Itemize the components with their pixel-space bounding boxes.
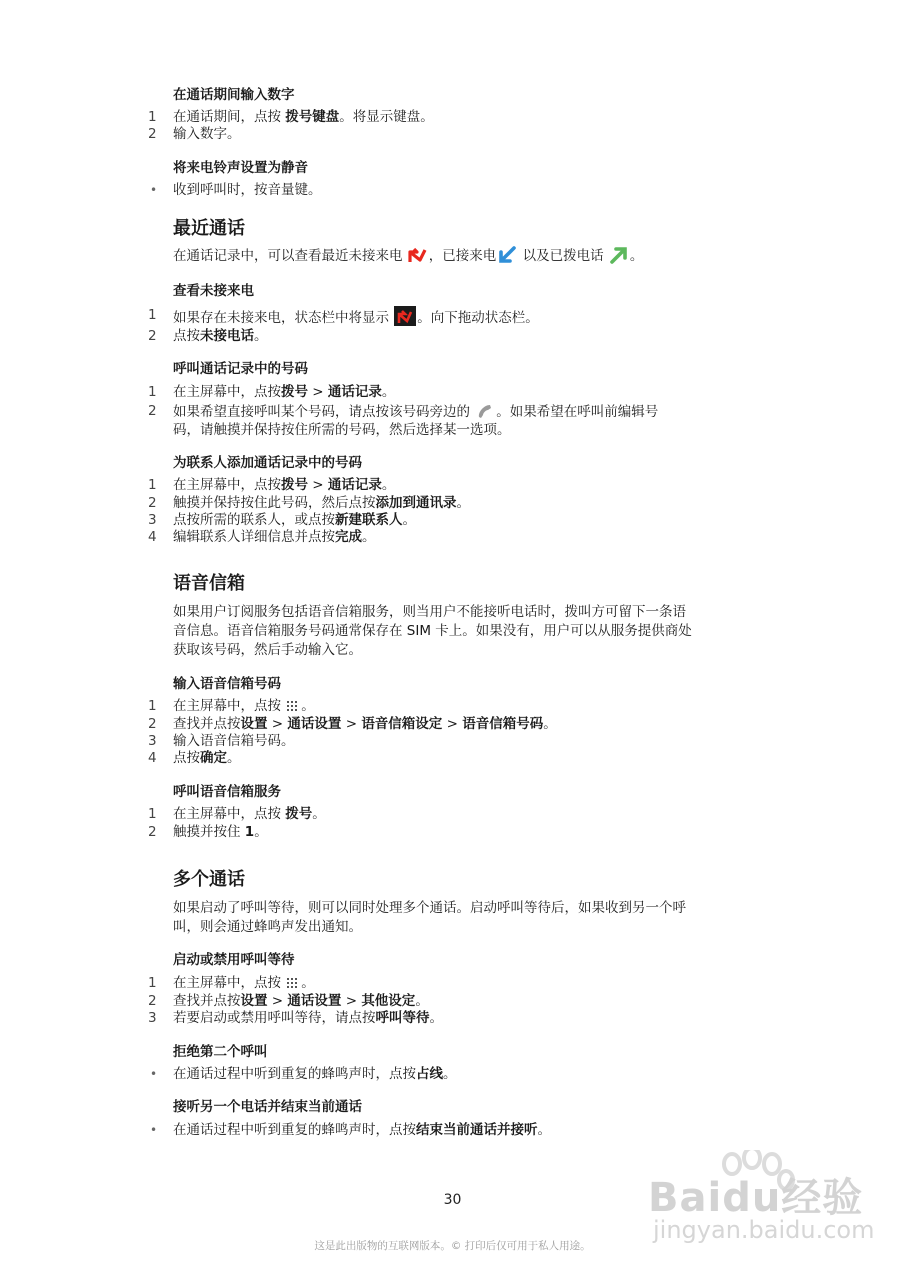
- subheading-mute-ringtone: 将来电铃声设置为静音: [173, 160, 308, 176]
- page-number: 30: [443, 1192, 462, 1208]
- step-number: 3: [148, 512, 157, 528]
- step-text: 点按所需的联系人，或点按新建联系人。: [173, 512, 416, 528]
- step-number: 2: [148, 126, 157, 142]
- status-missed-call-icon: [394, 306, 416, 331]
- step-number: 4: [148, 750, 157, 766]
- step-number: 1: [148, 384, 157, 400]
- bullet-text: 收到呼叫时，按音量键。: [173, 182, 322, 198]
- step-text: 如果存在未接来电，状态栏中将显示 。向下拖动状态栏。: [173, 306, 539, 331]
- subheading-call-from-log: 呼叫通话记录中的号码: [173, 361, 308, 377]
- step-text: 触摸并保持按住此号码，然后点按添加到通讯录。: [173, 495, 470, 511]
- step-number: 1: [148, 109, 157, 125]
- watermark-url: jingyan.baidu.com: [653, 1216, 875, 1244]
- step-text: 如果希望直接呼叫某个号码，请点按该号码旁边的 。如果希望在呼叫前编辑号: [173, 402, 658, 425]
- missed-call-icon: [408, 246, 428, 269]
- paragraph: 获取该号码，然后手动输入它。: [173, 642, 362, 658]
- subheading-enter-voicemail-number: 输入语音信箱号码: [173, 676, 281, 692]
- bullet-text: 在通话过程中听到重复的蜂鸣声时，点按占线。: [173, 1066, 457, 1082]
- step-text: 在主屏幕中，点按拨号 > 通话记录。: [173, 384, 396, 400]
- subheading-reject-second-call: 拒绝第二个呼叫: [173, 1044, 268, 1060]
- bullet: •: [150, 1123, 158, 1137]
- heading-multiple-calls: 多个通话: [173, 869, 245, 890]
- bullet: •: [150, 1067, 158, 1081]
- heading-recent-calls: 最近通话: [173, 218, 245, 239]
- step-text: 点按确定。: [173, 750, 241, 766]
- subheading-call-waiting: 启动或禁用呼叫等待: [173, 952, 295, 968]
- step-text: 触摸并按住 1。: [173, 824, 268, 840]
- bullet-text: 在通话过程中听到重复的蜂鸣声时，点按结束当前通话并接听。: [173, 1122, 551, 1138]
- step-number: 1: [148, 806, 157, 822]
- step-text: 查找并点按设置 > 通话设置 > 语音信箱设定 > 语音信箱号码。: [173, 716, 557, 732]
- paragraph: 音信息。语音信箱服务号码通常保存在 SIM 卡上。如果没有，用户可以从服务提供商处: [173, 623, 692, 639]
- step-text: 若要启动或禁用呼叫等待，请点按呼叫等待。: [173, 1010, 443, 1026]
- step-text: 查找并点按设置 > 通话设置 > 其他设定。: [173, 993, 429, 1009]
- subheading-view-missed: 查看未接来电: [173, 283, 254, 299]
- subheading-add-to-contacts: 为联系人添加通话记录中的号码: [173, 455, 362, 471]
- paragraph: 在通话记录中，可以查看最近未接来电 ，已接来电 以及已拨电话 。: [173, 246, 643, 269]
- step-text: 在通话期间，点按 拨号键盘。将显示键盘。: [173, 109, 434, 125]
- bullet: •: [150, 183, 158, 197]
- heading-voicemail: 语音信箱: [173, 573, 245, 594]
- subheading-call-voicemail: 呼叫语音信箱服务: [173, 784, 281, 800]
- step-number: 2: [148, 403, 157, 419]
- step-number: 1: [148, 698, 157, 714]
- step-number: 2: [148, 824, 157, 840]
- step-text-continued: 码，请触摸并保持按住所需的号码，然后选择某一选项。: [173, 422, 511, 438]
- step-number: 2: [148, 716, 157, 732]
- received-call-icon: [497, 246, 517, 269]
- step-text: 输入语音信箱号码。: [173, 733, 295, 749]
- step-number: 1: [148, 307, 157, 323]
- step-number: 1: [148, 975, 157, 991]
- step-text: 在主屏幕中，点按拨号 > 通话记录。: [173, 477, 396, 493]
- step-number: 2: [148, 328, 157, 344]
- step-text: 在主屏幕中，点按 拨号。: [173, 806, 326, 822]
- subheading-input-digits: 在通话期间输入数字: [173, 87, 295, 103]
- step-number: 3: [148, 733, 157, 749]
- footer-note: 这是此出版物的互联网版本。© 打印后仅可用于私人用途。: [314, 1240, 591, 1252]
- step-text: 点按未接电话。: [173, 328, 268, 344]
- step-text: 编辑联系人详细信息并点按完成。: [173, 529, 376, 545]
- step-text: 在主屏幕中，点按 。: [173, 697, 315, 719]
- step-number: 4: [148, 529, 157, 545]
- dialed-call-icon: [609, 246, 629, 269]
- paragraph: 如果启动了呼叫等待，则可以同时处理多个通话。启动呼叫等待后，如果收到另一个呼: [173, 900, 686, 916]
- step-number: 3: [148, 1010, 157, 1026]
- step-number: 2: [148, 495, 157, 511]
- paragraph: 如果用户订阅服务包括语音信箱服务，则当用户不能接听电话时，拨叫方可留下一条语: [173, 604, 686, 620]
- step-text: 在主屏幕中，点按 。: [173, 974, 315, 996]
- step-number: 2: [148, 993, 157, 1009]
- step-text: 输入数字。: [173, 126, 241, 142]
- step-number: 1: [148, 477, 157, 493]
- paragraph: 叫，则会通过蜂鸣声发出通知。: [173, 919, 362, 935]
- watermark-logo-text: Baidu经验: [648, 1175, 864, 1221]
- subheading-answer-end-current: 接听另一个电话并结束当前通话: [173, 1099, 362, 1115]
